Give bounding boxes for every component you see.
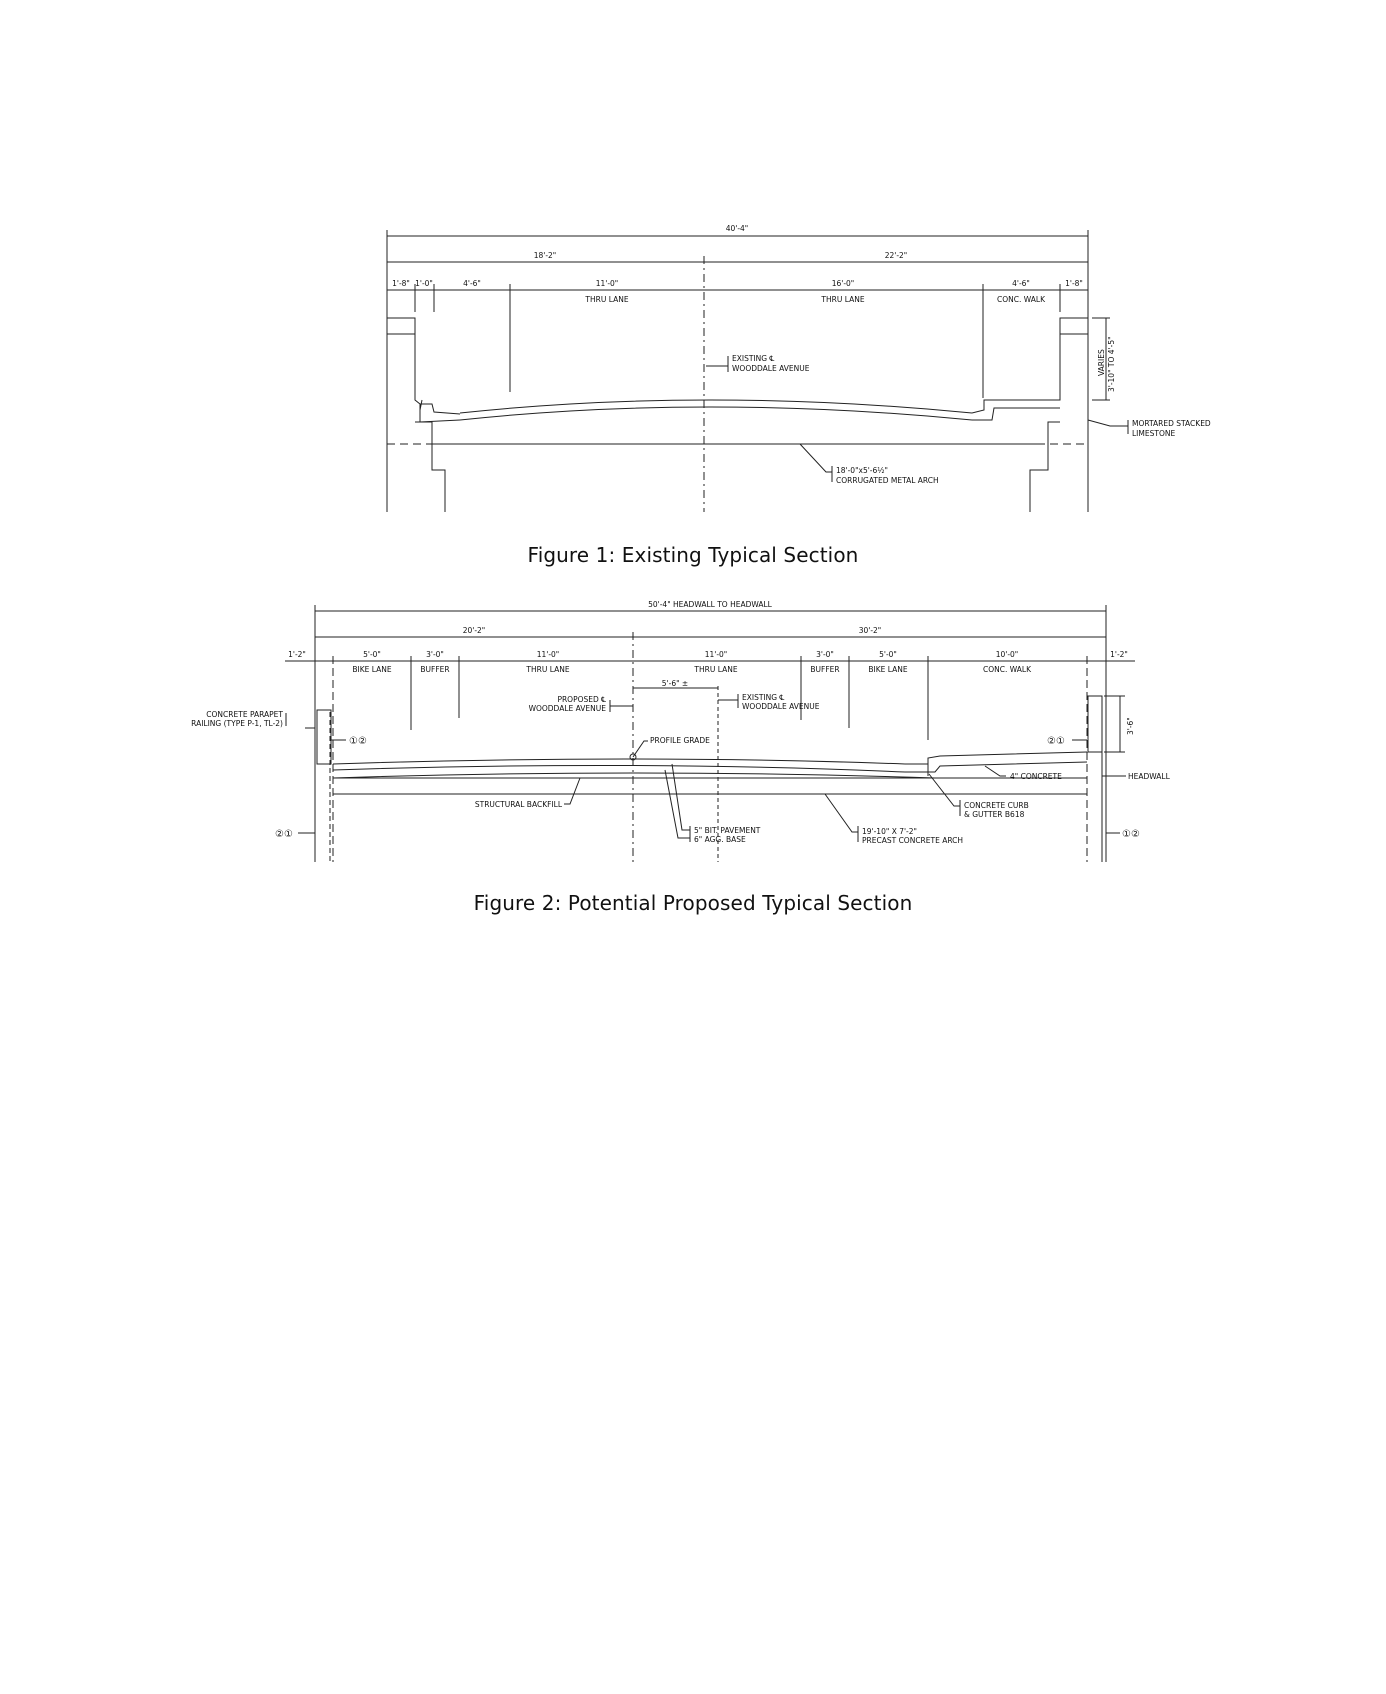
dim2-right-half-text: 30'-2" xyxy=(858,626,882,635)
dim-seg-1-text: 1'-8" xyxy=(392,279,410,288)
label2-structural-backfill: STRUCTURAL BACKFILL xyxy=(474,800,562,809)
dim2-left-half-text: 20'-2" xyxy=(462,626,486,635)
dim-seg-2-text: 1'-0" xyxy=(415,279,433,288)
left-parapet-2 xyxy=(317,710,331,764)
label2-curb-2: & GUTTER B618 xyxy=(964,810,1025,819)
label2-proposed-cl-1: PROPOSED ℄ xyxy=(557,695,606,704)
label2-pavement-2: 6" AGG. BASE xyxy=(694,835,746,844)
profile-grade-leader xyxy=(633,741,648,757)
label2-proposed-cl-2: WOODDALE AVENUE xyxy=(528,704,606,713)
dim-seg-3-text: 4'-6" xyxy=(463,279,481,288)
concrete4-leader xyxy=(985,766,1006,776)
label-limestone-2: LIMESTONE xyxy=(1132,429,1176,438)
label2-concrete-4in: 4" CONCRETE xyxy=(1010,772,1062,781)
dim-seg-4-text: 11'-0" xyxy=(595,279,619,288)
label2-headwall: HEADWALL xyxy=(1128,772,1170,781)
callout-e: ①② xyxy=(1122,829,1140,840)
label-thru-lane-right: THRU LANE xyxy=(821,295,865,304)
label2-thru-lane-left: THRU LANE xyxy=(526,665,570,674)
pavement-mid xyxy=(333,765,905,772)
dim2-seg-6-text: 3'-0" xyxy=(816,650,834,659)
label2-bike-lane-left: BIKE LANE xyxy=(352,665,392,674)
dim2-seg-7-text: 5'-0" xyxy=(879,650,897,659)
walk-top xyxy=(905,752,1087,764)
figure-2-caption: Figure 2: Potential Proposed Typical Section xyxy=(473,891,913,915)
callout-b: ②① xyxy=(1047,736,1065,747)
label2-pavement-1: 5" BIT. PAVEMENT xyxy=(694,826,761,835)
dim2-seg-3-text: 3'-0" xyxy=(426,650,444,659)
label-varies-1: VARIES xyxy=(1097,349,1106,376)
label2-existing-cl-1: EXISTING ℄ xyxy=(742,693,785,702)
walk-bottom xyxy=(905,762,1087,772)
label-limestone-1: MORTARED STACKED xyxy=(1132,419,1211,428)
label-arch-1: 18'-0"x5'-6½" xyxy=(836,466,889,475)
label2-offset: 5'-6" ± xyxy=(661,679,689,688)
agg-base-bottom xyxy=(333,773,935,778)
right-parapet-2 xyxy=(1088,696,1102,752)
label2-buffer-left: BUFFER xyxy=(420,665,450,674)
curb-leader xyxy=(929,774,960,806)
label2-parapet-2: RAILING (TYPE P-1, TL-2) xyxy=(191,719,283,728)
dim-seg-5-text: 16'-0" xyxy=(831,279,855,288)
dim2-seg-4-text: 11'-0" xyxy=(536,650,560,659)
callout-a: ①② xyxy=(349,736,367,747)
label2-buffer-right: BUFFER xyxy=(810,665,840,674)
label-arch-2: CORRUGATED METAL ARCH xyxy=(836,476,939,485)
label2-profile-grade: PROFILE GRADE xyxy=(650,736,710,745)
dim-right-half-text: 22'-2" xyxy=(884,251,908,260)
pavement-leader-2 xyxy=(665,770,690,838)
label-conc-walk: CONC. WALK xyxy=(997,295,1045,304)
label-existing-cl-1: EXISTING ℄ xyxy=(732,354,775,363)
label2-parapet-height: 3'-6" xyxy=(1126,717,1135,735)
dim-left-half-text: 18'-2" xyxy=(533,251,557,260)
pavement-top xyxy=(333,759,905,764)
label2-thru-lane-right: THRU LANE xyxy=(694,665,738,674)
arch2-leader xyxy=(825,794,858,832)
label2-conc-walk: CONC. WALK xyxy=(983,665,1031,674)
label-varies-2: 3'-10" TO 4'-5" xyxy=(1107,336,1116,392)
label2-existing-cl-2: WOODDALE AVENUE xyxy=(742,702,820,711)
label-thru-lane-left: THRU LANE xyxy=(585,295,629,304)
label2-curb-1: CONCRETE CURB xyxy=(964,801,1029,810)
label2-bike-lane-right: BIKE LANE xyxy=(868,665,908,674)
dim2-seg-1-text: 1'-2" xyxy=(288,650,306,659)
label-existing-cl-2: WOODDALE AVENUE xyxy=(732,364,810,373)
callout-c: ②① xyxy=(275,829,293,840)
dim-overall-text: 40'-4" xyxy=(725,224,749,233)
backfill-leader xyxy=(564,778,580,804)
dim2-seg-5-text: 11'-0" xyxy=(704,650,728,659)
dim-seg-6-text: 4'-6" xyxy=(1012,279,1030,288)
figure-1-caption: Figure 1: Existing Typical Section xyxy=(527,543,859,567)
dim2-seg-8-text: 10'-0" xyxy=(995,650,1019,659)
dim2-overall-text: 50'-4" HEADWALL TO HEADWALL xyxy=(648,600,772,609)
label2-arch-2: PRECAST CONCRETE ARCH xyxy=(862,836,964,845)
label2-arch-1: 19'-10" X 7'-2" xyxy=(862,827,917,836)
dim2-seg-2-text: 5'-0" xyxy=(363,650,381,659)
dim2-seg-9-text: 1'-2" xyxy=(1110,650,1128,659)
dim-seg-7-text: 1'-8" xyxy=(1065,279,1083,288)
label2-parapet-1: CONCRETE PARAPET xyxy=(206,710,283,719)
